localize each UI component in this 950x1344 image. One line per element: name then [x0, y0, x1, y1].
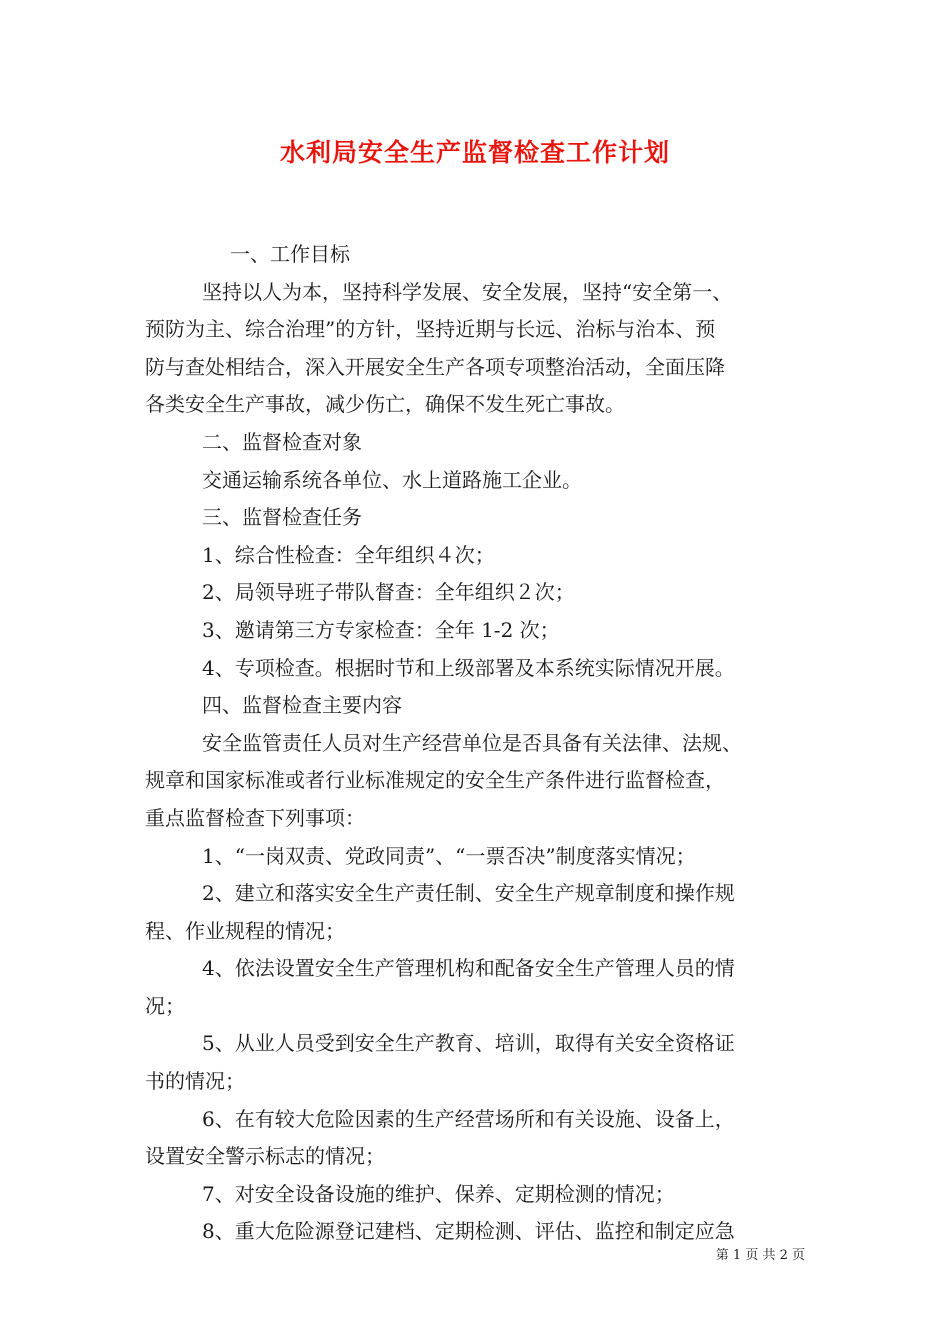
body-line: 3、邀请第三方专家检查：全年 1-2 次；	[202, 617, 560, 642]
body-line: 二、监督检查对象	[202, 429, 362, 454]
body-line: 防与查处相结合，深入开展安全生产各项专项整治活动，全面压降	[145, 354, 725, 379]
body-line: 2、局领导班子带队督查：全年组织２次；	[202, 580, 575, 605]
body-line: 坚持以人为本，坚持科学发展、安全发展，坚持“安全第一、	[202, 279, 733, 304]
body-line: 各类安全生产事故，减少伤亡，确保不发生死亡事故。	[145, 392, 625, 417]
body-line: 5、从业人员受到安全生产教育、培训，取得有关安全资格证	[202, 1031, 735, 1056]
body-line: 况；	[145, 993, 185, 1018]
document-title: 水利局安全生产监督检查工作计划	[279, 138, 670, 167]
body-line: 书的情况；	[145, 1069, 245, 1094]
body-line: 一、工作目标	[230, 242, 350, 266]
body-line: 2、建立和落实安全生产责任制、安全生产规章制度和操作规	[202, 881, 735, 906]
body-line: 重点监督检查下列事项：	[145, 805, 365, 830]
body-line: 1、综合性检查：全年组织４次；	[202, 542, 495, 567]
body-line: 8、重大危险源登记建档、定期检测、评估、监控和制定应急	[202, 1219, 735, 1244]
body-line: 1、“一岗双责、党政同责”、“一票否决”制度落实情况；	[202, 843, 696, 868]
body-line: 安全监管责任人员对生产经营单位是否具备有关法律、法规、	[202, 730, 742, 755]
document-body	[145, 236, 810, 1251]
body-line: 四、监督检查主要内容	[202, 693, 402, 718]
body-line: 设置安全警示标志的情况；	[145, 1144, 385, 1169]
body-line: 4、专项检查。根据时节和上级部署及本系统实际情况开展。	[202, 655, 735, 680]
body-line: 程、作业规程的情况；	[145, 918, 345, 943]
body-line: 规章和国家标准或者行业标准规定的安全生产条件进行监督检查，	[145, 768, 725, 793]
page-number: 第 1 页 共 2 页	[715, 1248, 805, 1263]
body-line: 6、在有较大危险因素的生产经营场所和有关设施、设备上，	[202, 1106, 735, 1131]
body-line: 7、对安全设备设施的维护、保养、定期检测的情况；	[202, 1181, 675, 1206]
body-line: 预防为主、综合治理”的方针，坚持近期与长远、治标与治本、预	[145, 317, 716, 342]
body-line: 三、监督检查任务	[202, 505, 362, 530]
body-line: 交通运输系统各单位、水上道路施工企业。	[202, 467, 582, 492]
body-line: 4、依法设置安全生产管理机构和配备安全生产管理人员的情	[202, 956, 735, 981]
